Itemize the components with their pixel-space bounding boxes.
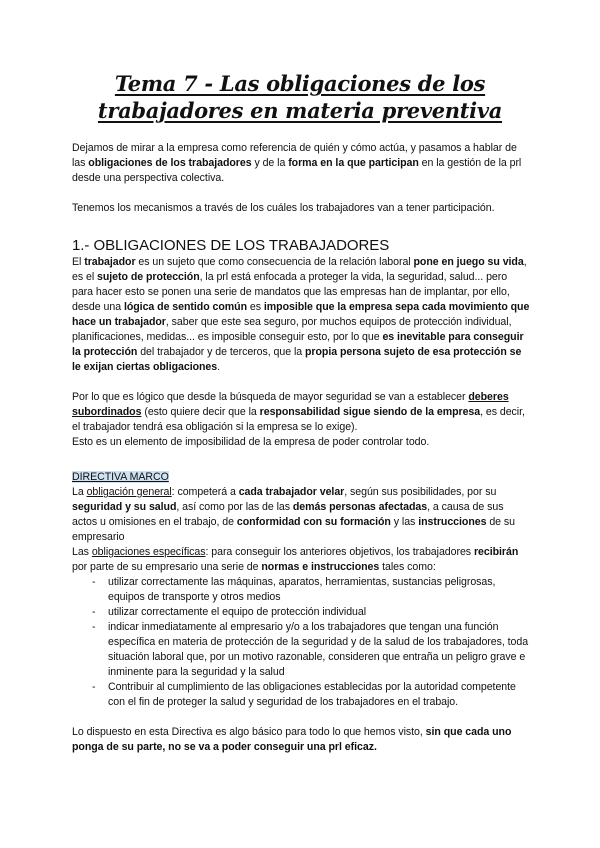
text-run: , así como por las de las: [176, 501, 293, 513]
text-run: El: [72, 256, 85, 268]
general-obligation-paragraph: [72, 485, 530, 545]
text-run: , es el: [72, 256, 527, 283]
bold-text: demás personas afectadas: [292, 501, 428, 513]
bold-text: sin que cada uno ponga de su parte, no se va a poder conseguir una prl eficaz.: [72, 726, 512, 753]
text-run: .: [217, 361, 221, 373]
text-run: y de la: [251, 157, 289, 169]
text-run: es: [247, 301, 264, 313]
text-run: (esto quiere decir que la: [141, 406, 260, 418]
list-item: - Contribuir al cumplimiento de las obligaciones establecidas por la autoridad competente con el fin de proteger la salud y seguridad de los trabajadores en el trabajo.: [72, 680, 530, 710]
section-1-paragraph-1: [72, 255, 530, 375]
list-item: - indicar inmediatamente al empresario y/o a los trabajadores que tengan una función específica en materia de protección de la seguridad y de la salud de los trabajadores, toda situación laboral que, por un motivo razonable, consideren que entraña un peligro grave e inminente para la seguridad y la salud: [72, 620, 530, 680]
bold-text: sujeto de protección: [97, 271, 200, 283]
intro-paragraph-2: Tenemos los mecanismos a través de los cuáles los trabajadores van a tener participación.: [72, 202, 495, 214]
text-run: en la gestión de la prl desde una perspectiva colectiva.: [72, 157, 522, 184]
bold-text: cada trabajador velar: [238, 486, 345, 498]
list-item: - utilizar correctamente las máquinas, aparatos, herramientas, sustancias peligrosas, equipos de transporte y otros medios: [72, 575, 530, 605]
text-run: por parte de su empresario una serie de: [72, 561, 262, 573]
bold-text: recibirán: [473, 546, 519, 558]
page-title: Tema 7 - Las obligaciones de los trabajadores en materia preventiva: [97, 71, 503, 123]
text-run: , según sus posibilidades, por su: [344, 486, 497, 498]
text-run: , la prl está enfocada a proteger la vida, la seguridad, salud... pero para hacer esto se ponen una serie de mandatos que las empresas han de implantar, por ello, desde una: [72, 271, 510, 313]
bold-text: responsabilidad sigue siendo de la empresa: [259, 406, 481, 418]
section-1-paragraph-3: Esto es un elemento de imposibilidad de la empresa de poder controlar todo.: [72, 436, 430, 448]
text-run: , a causa de sus actos u omisiones en el trabajo, de: [72, 501, 504, 528]
text-run: Lo dispuesto en esta Directiva es algo básico para todo lo que hemos visto,: [72, 726, 426, 738]
intro-paragraph: [72, 141, 530, 186]
bold-text: pone en juego su vida: [413, 256, 524, 268]
underlined-text: obligación general: [86, 486, 172, 498]
bold-text: imposible que la empresa sepa cada movimiento que hace un trabajador: [72, 301, 530, 328]
bold-text: seguridad y su salud: [72, 501, 177, 513]
bold-text: normas e instrucciones: [261, 561, 380, 573]
bold-text: obligaciones de los trabajadores: [88, 157, 252, 169]
section-1-heading: 1.- OBLIGACIONES DE LOS TRABAJADORES: [72, 237, 390, 254]
list-item: - utilizar correctamente el equipo de protección individual: [72, 605, 530, 620]
text-run: es un sujeto que como consecuencia de la relación laboral: [135, 256, 414, 268]
text-run: , saber que este sea seguro, por muchos equipos de protección individual, planificaciones, medidas... es imposible conseguir esto, por lo que: [72, 316, 512, 343]
bold-text: forma en la que participan: [288, 157, 419, 169]
bold-text: instrucciones: [418, 516, 487, 528]
section-1-paragraph-2: [72, 390, 530, 435]
underlined-text: obligaciones específicas: [91, 546, 206, 558]
text-run: Por lo que es lógico que desde la búsqueda de mayor seguridad se van a establecer: [72, 391, 469, 403]
text-run: del trabajador y de terceros, que la: [137, 346, 305, 358]
bold-text: lógica de sentido común: [123, 301, 247, 313]
obligations-list: [72, 575, 530, 710]
text-run: : competerá a: [171, 486, 239, 498]
bold-text: propia persona sujeto de esa protección se le exijan ciertas obligaciones: [72, 346, 522, 373]
text-run: tales como:: [379, 561, 436, 573]
text-run: de su empresario: [72, 516, 515, 543]
text-run: Las: [72, 546, 92, 558]
document-body: [72, 141, 530, 755]
text-run: , es decir, el trabajador tendrá esa obligación si la empresa se lo exige).: [72, 406, 525, 433]
bold-text: trabajador: [84, 256, 136, 268]
bold-text: conformidad con su formación: [236, 516, 391, 528]
closing-paragraph: [72, 725, 530, 755]
section-2-heading: DIRECTIVA MARCO: [72, 471, 169, 483]
bold-text: deberes subordinados: [72, 391, 509, 418]
specific-obligations-paragraph: [72, 545, 530, 575]
bold-text: es inevitable para conseguir la protección: [72, 331, 524, 358]
text-run: y las: [390, 516, 419, 528]
text-run: La: [72, 486, 87, 498]
text-run: : para conseguir los anteriores objetivos, los trabajadores: [205, 546, 474, 558]
text-run: Dejamos de mirar a la empresa como referencia de quién y cómo actúa, y pasamos a hablar de las: [72, 142, 517, 169]
